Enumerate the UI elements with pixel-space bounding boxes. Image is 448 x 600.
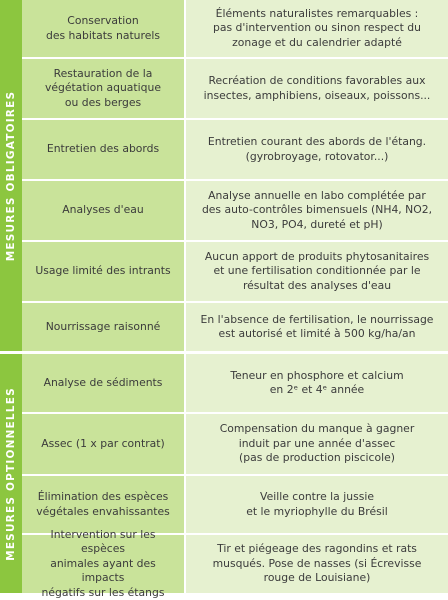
measure-cell: Analyse de sédiments [22, 354, 186, 412]
table-row [22, 118, 448, 179]
detail-cell: Teneur en phosphore et calcium en 2ᵉ et 4ᵉ année [186, 354, 448, 412]
measure-cell: Assec (1 x par contrat) [22, 414, 186, 474]
table-row [22, 57, 448, 118]
measure-cell: Entretien des abords [22, 120, 186, 179]
measure-cell: Conservation des habitats naturels [22, 0, 186, 57]
detail-cell: En l'absence de fertilisation, le nourrissage est autorisé et limité à 500 kg/ha/an [186, 303, 448, 351]
measure-cell: Restauration de la végétation aquatique ou des berges [22, 59, 186, 118]
group-label: MESURES OPTIONNELLES [5, 386, 18, 561]
optional-group [0, 354, 448, 599]
measure-cell: Intervention sur les espèces animales ayant des impacts négatifs sur les étangs [22, 535, 186, 593]
detail-cell: Veille contre la jussie et le myriophylle du Brésil [186, 476, 448, 533]
measure-cell: Usage limité des intrants [22, 242, 186, 301]
group-label-bar [0, 0, 22, 351]
detail-cell: Recréation de conditions favorables aux insectes, amphibiens, oiseaux, poissons... [186, 59, 448, 118]
detail-cell: Analyse annuelle en labo complétée par des auto-contrôles bimensuels (NH4, NO2, NO3, PO4, dureté et pH) [186, 181, 448, 240]
detail-cell: Compensation du manque à gagner induit par une année d'assec (pas de production piscicole) [186, 414, 448, 474]
table-row [22, 412, 448, 474]
table-row [22, 301, 448, 351]
group-label-bar [0, 354, 22, 593]
table-row [22, 527, 448, 599]
table-row [22, 240, 448, 301]
measure-cell: Nourrissage raisonné [22, 303, 186, 351]
group-rows [22, 0, 448, 351]
detail-cell: Tir et piégeage des ragondins et rats musqués. Pose de nasses (si Écrevisse rouge de Louisiane) [186, 535, 448, 593]
table-row [22, 179, 448, 240]
table-row [22, 354, 448, 412]
measure-cell: Élimination des espèces végétales envahissantes [22, 476, 186, 533]
detail-cell: Entretien courant des abords de l'étang. (gyrobroyage, rotovator...) [186, 120, 448, 179]
detail-cell: Éléments naturalistes remarquables : pas d'intervention ou sinon respect du zonage et du calendrier adapté [186, 0, 448, 57]
table-row [22, 474, 448, 533]
table-row [22, 0, 448, 57]
group-rows [22, 354, 448, 599]
measure-cell: Analyses d'eau [22, 181, 186, 240]
detail-cell: Aucun apport de produits phytosanitaires et une fertilisation conditionnée par le résultat des analyses d'eau [186, 242, 448, 301]
group-label: MESURES OBLIGATOIRES [5, 90, 17, 261]
